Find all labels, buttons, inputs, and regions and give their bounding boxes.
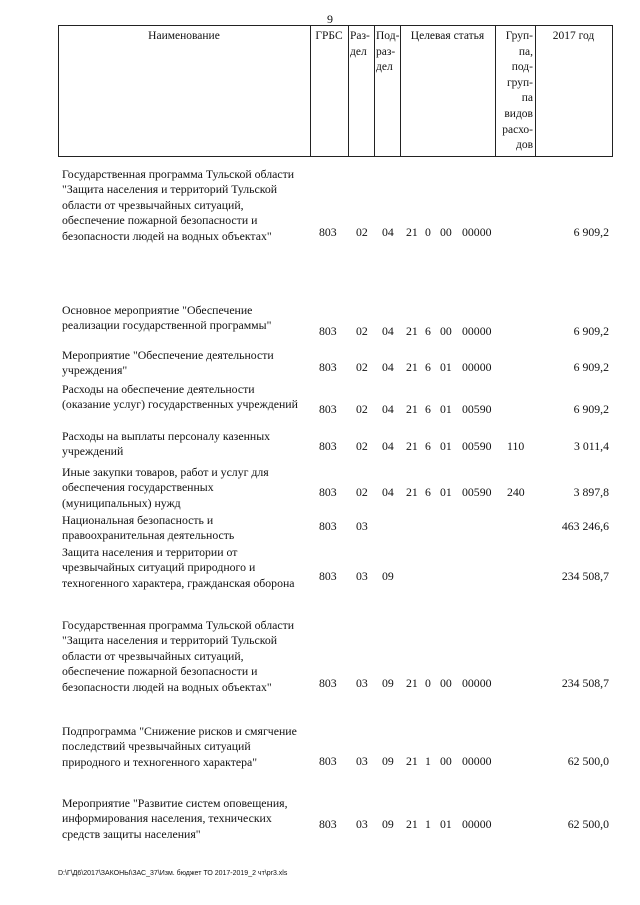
header-year-2017: 2017 год bbox=[552, 30, 595, 42]
row-name: Иные закупки товаров, работ и услуг для обеспечения государственных (муниципальных) нужд bbox=[62, 465, 269, 510]
cell-sum: 6 909,2 bbox=[573, 360, 609, 374]
cell-cs2: 1 bbox=[425, 817, 431, 831]
header-name: Наименование bbox=[148, 30, 220, 42]
cell-cs4: 00000 bbox=[462, 676, 492, 690]
cell-sum: 3 897,8 bbox=[573, 485, 609, 499]
cell-cs4: 00000 bbox=[462, 360, 492, 374]
cell-cs1: 21 bbox=[406, 324, 418, 338]
table-header bbox=[58, 25, 613, 157]
cell-grbs: 803 bbox=[319, 519, 337, 533]
cell-grbs: 803 bbox=[319, 485, 337, 499]
header-bottom-border bbox=[58, 156, 613, 157]
cell-grbs: 803 bbox=[319, 324, 337, 338]
row-name: Мероприятие "Развитие систем оповещения, информирования населения, технических средств защиты населения" bbox=[62, 796, 288, 841]
cell-rz: 03 bbox=[356, 754, 368, 768]
row-name: Расходы на обеспечение деятельности (оказание услуг) государственных учреждений bbox=[62, 382, 298, 412]
cell-cs3: 01 bbox=[440, 402, 452, 416]
cell-grbs: 803 bbox=[319, 439, 337, 453]
cell-grbs: 803 bbox=[319, 569, 337, 583]
header-razdel: Раз- дел bbox=[350, 30, 370, 58]
cell-rz: 03 bbox=[356, 817, 368, 831]
header-podrazdel: Под- раз- дел bbox=[376, 30, 400, 74]
col-divider bbox=[348, 25, 349, 157]
cell-cs3: 01 bbox=[440, 817, 452, 831]
cell-sum: 6 909,2 bbox=[573, 324, 609, 338]
cell-grbs: 803 bbox=[319, 817, 337, 831]
cell-pr: 09 bbox=[382, 569, 394, 583]
cell-pr: 09 bbox=[382, 754, 394, 768]
page-number: 9 bbox=[327, 12, 333, 26]
row-name: Защита населения и территории от чрезвычайных ситуаций природного и техногенного характера, гражданская оборона bbox=[62, 545, 295, 590]
cell-cs2: 6 bbox=[425, 324, 431, 338]
cell-vr: 110 bbox=[507, 439, 525, 453]
col-divider bbox=[612, 25, 613, 157]
cell-cs2: 1 bbox=[425, 754, 431, 768]
row-name: Государственная программа Тульской области "Защита населения и территорий Тульской области от чрезвычайных ситуаций, обеспечение пожарной безопасности и безопасности людей на водных объектах" bbox=[62, 618, 295, 694]
cell-cs3: 00 bbox=[440, 754, 452, 768]
cell-cs2: 6 bbox=[425, 402, 431, 416]
header-top-border bbox=[58, 25, 613, 26]
cell-pr: 04 bbox=[382, 402, 394, 416]
cell-grbs: 803 bbox=[319, 676, 337, 690]
cell-cs3: 01 bbox=[440, 485, 452, 499]
cell-cs3: 01 bbox=[440, 360, 452, 374]
budget-table bbox=[58, 25, 613, 841]
col-divider bbox=[535, 25, 536, 157]
cell-cs4: 00590 bbox=[462, 439, 492, 453]
cell-pr: 04 bbox=[382, 439, 394, 453]
cell-grbs: 803 bbox=[319, 360, 337, 374]
cell-rz: 03 bbox=[356, 519, 368, 533]
row-name: Основное мероприятие "Обеспечение реализации государственной программы" bbox=[62, 303, 272, 333]
cell-cs3: 01 bbox=[440, 439, 452, 453]
cell-cs1: 21 bbox=[406, 225, 418, 239]
cell-grbs: 803 bbox=[319, 225, 337, 239]
cell-sum: 234 508,7 bbox=[561, 569, 609, 583]
cell-sum: 62 500,0 bbox=[567, 754, 609, 768]
cell-pr: 04 bbox=[382, 225, 394, 239]
cell-cs1: 21 bbox=[406, 402, 418, 416]
row-name: Мероприятие "Обеспечение деятельности учреждения" bbox=[62, 348, 274, 378]
row-name: Государственная программа Тульской области "Защита населения и территорий Тульской области от чрезвычайных ситуаций, обеспечение пожарной безопасности и безопасности людей на водных объектах" bbox=[62, 167, 295, 243]
cell-rz: 03 bbox=[356, 569, 368, 583]
cell-cs4: 00590 bbox=[462, 485, 492, 499]
cell-cs1: 21 bbox=[406, 360, 418, 374]
cell-cs4: 00000 bbox=[462, 324, 492, 338]
cell-cs2: 6 bbox=[425, 360, 431, 374]
cell-pr: 04 bbox=[382, 360, 394, 374]
cell-cs4: 00590 bbox=[462, 402, 492, 416]
cell-cs2: 0 bbox=[425, 676, 431, 690]
cell-grbs: 803 bbox=[319, 402, 337, 416]
col-divider bbox=[374, 25, 375, 157]
cell-cs1: 21 bbox=[406, 817, 418, 831]
cell-cs4: 00000 bbox=[462, 225, 492, 239]
cell-cs1: 21 bbox=[406, 676, 418, 690]
row-name: Подпрограмма "Снижение рисков и смягчение последствий чрезвычайных ситуаций природного и техногенного характера" bbox=[62, 724, 297, 769]
cell-pr: 09 bbox=[382, 676, 394, 690]
cell-rz: 02 bbox=[356, 485, 368, 499]
cell-cs1: 21 bbox=[406, 754, 418, 768]
cell-cs2: 6 bbox=[425, 485, 431, 499]
cell-sum: 62 500,0 bbox=[567, 817, 609, 831]
cell-rz: 03 bbox=[356, 676, 368, 690]
cell-rz: 02 bbox=[356, 225, 368, 239]
cell-sum: 234 508,7 bbox=[561, 676, 609, 690]
cell-pr: 09 bbox=[382, 817, 394, 831]
cell-cs4: 00000 bbox=[462, 754, 492, 768]
header-grbs: ГРБС bbox=[315, 30, 343, 42]
header-expense-group: Груп- па, под- груп- па видов расхо- дов bbox=[502, 30, 533, 152]
cell-cs2: 6 bbox=[425, 439, 431, 453]
cell-cs4: 00000 bbox=[462, 817, 492, 831]
cell-rz: 02 bbox=[356, 324, 368, 338]
col-divider bbox=[58, 25, 59, 157]
cell-pr: 04 bbox=[382, 485, 394, 499]
cell-grbs: 803 bbox=[319, 754, 337, 768]
cell-sum: 6 909,2 bbox=[573, 402, 609, 416]
cell-rz: 02 bbox=[356, 402, 368, 416]
cell-cs3: 00 bbox=[440, 676, 452, 690]
cell-sum: 3 011,4 bbox=[574, 439, 609, 453]
cell-sum: 463 246,6 bbox=[561, 519, 609, 533]
cell-cs1: 21 bbox=[406, 439, 418, 453]
cell-vr: 240 bbox=[507, 485, 525, 499]
cell-pr: 04 bbox=[382, 324, 394, 338]
cell-sum: 6 909,2 bbox=[573, 225, 609, 239]
cell-cs3: 00 bbox=[440, 324, 452, 338]
row-name: Национальная безопасность и правоохранительная деятельность bbox=[62, 513, 235, 543]
cell-cs3: 00 bbox=[440, 225, 452, 239]
cell-rz: 02 bbox=[356, 360, 368, 374]
cell-cs2: 0 bbox=[425, 225, 431, 239]
cell-cs1: 21 bbox=[406, 485, 418, 499]
col-divider bbox=[310, 25, 311, 157]
col-divider bbox=[400, 25, 401, 157]
header-target-article: Целевая статья bbox=[410, 30, 485, 42]
file-path-footer: D:\Г\Д6\2017\ЗАКОНЫ\ЗАС_37\Изм. бюджет ТО 2017-2019_2 чт\pr3.xls bbox=[58, 870, 288, 877]
row-name: Расходы на выплаты персоналу казенных учреждений bbox=[62, 429, 271, 459]
cell-rz: 02 bbox=[356, 439, 368, 453]
